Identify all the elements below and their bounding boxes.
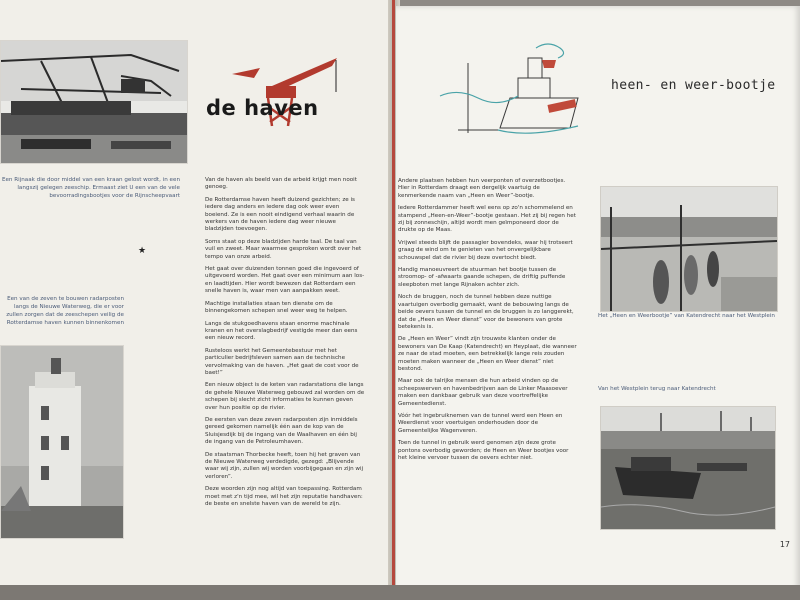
radar-tower-image [1,346,123,538]
ferry-dock-photo [600,186,778,312]
right-article-column [398,178,578,467]
left-paragraph: Rusteloos werkt het Gemeentebestuur met het particulier bedrijfsleven samen aan de technische vervolmaking van de haven. „Het gaat de cost voor de baet!” [205,347,359,376]
left-paragraph: Machtige installaties staan ten dienste om de binnengekomen schepen snel weer weg te helpen. [205,300,348,315]
ferry-boat-photo [600,406,776,530]
crane-photo-image [1,41,187,163]
ferry-boat-image [601,407,775,529]
radar-photo-caption: Een van de zeven te bouwen radarposten langs de Nieuwe Waterweg, die er voor zullen zorgen dat de zeeschepen veilig de Rotterdamse haven kunnen binnenkomen [6,296,124,326]
left-paragraph: Een nieuw object is de keten van radarstations die langs de gehele Nieuwe Waterweg gebouwd zal worden om de schepen bij slecht zicht informaties te kunnen geven over hun positie op de rivier. [205,382,365,411]
left-paragraph: Deze woorden zijn nog altijd van toepassing. Rotterdam moet met z'n tijd mee, wil het zijn reputatie handhaven: de beste en snelste haven van de wereld te zijn. [205,486,363,508]
left-paragraph: De Rotterdamse haven heeft duizend gezichten; ze is iedere dag anders en iedere dag ook weer even boeiend. Ze is een nooit eindigend verhaal waarin de werkers van de haven iedere dag weer nieuwe bladzijden toevoegen. [205,196,355,233]
right-paragraph: Handig manoeuvreert de stuurman het bootje tussen de stroomop- of -afwaarts gaande schepen, de driftig puffende sleepboten met lange Rijnaken achter zich. [398,267,566,288]
left-paragraph: De eersten van deze zeven radarposten zijn inmiddels gereed gekomen namelijk één aan de kop van de Sluisjesdijk bij de ingang van de Waalhaven en één bij de ingang van de Petroleumhaven. [205,416,358,446]
ferry-dock-image [601,187,777,311]
table-surface [0,585,800,600]
right-page-title: heen- en weer-bootje [611,78,776,93]
right-paragraph: De „Heen en Weer” vindt zijn trouwste klanten onder de bewoners van De Kaap (Katendrecht) en Heyplaat, die wanneer ze naar de stad moeten, een betrekkelijk lange reis zouden moeten maken wanneer de „Heen en Weer dienst” niet bestond. [398,336,577,372]
page-number: 17 [779,540,790,549]
left-paragraph: Het gaat over duizenden tonnen goed die ingevoerd of uitgevoerd worden. Het gaat over een minimum aan los- en laadtijden. Hier wordt bewezen dat Rotterdam een snelle haven is, waar men van aanpakken weet. [205,266,365,295]
right-paragraph: Toen de tunnel in gebruik werd genomen zijn deze grote pontons overbodig geworden; de Heen en Weer bootjes voor het kleine vervoer tussen de oevers echter niet. [398,440,569,461]
right-paragraph: Noch de bruggen, noch de tunnel hebben deze nuttige vaartuigen overbodig gemaakt, want de bebouwing langs de beide oevers tussen de tunnel en de bruggen is zo langgerekt, dat de „Heen en Weer dienst” voor de bewoners van grote betekenis is. [398,294,574,330]
left-paragraph: Soms staat op deze bladzijden harde taal. De taal van vuil en zweet. Maar waarmee gesproken wordt over het tempo van onze arbeid. [205,238,362,260]
left-page-title: de haven [206,96,319,120]
ferry-dock-caption: Het „Heen en Weerbootje” van Katendrecht naar het Westplein [598,313,775,319]
left-paragraph: Langs de stukgoedhavens staan enorme machinale kranen en het overslagbedrijf vestigde meer dan eens een nieuw record. [205,320,358,342]
book-spine-edge [392,0,395,595]
right-paragraph: Vrijwel steeds blijft de passagier bovendeks, waar hij trotseert graag de wind om te genieten van het onvergelijkbare schouwspel dat de rivier bij deze overtocht biedt. [398,239,573,261]
radar-tower-photo [0,345,124,539]
right-paragraph: Maar ook de talrijke mensen die hun arbeid vinden op de scheepswerven en havenbedrijven aan de Linker Maasoever maken een dankbaar gebruik van deze voortreffelijke Gemeentedienst. [398,378,568,407]
crane-photo [0,40,188,164]
right-paragraph: Iedere Rotterdammer heeft wel eens op zo'n schommelend en stampend „Heen-en-Weer”-bootje gestaan. Het zij bij regen het zij bij zonneschijn, altijd wordt men geïmponeerd door de drukte op de Maas. [398,205,576,234]
right-paragraph: Vóór het ingebruiknemen van de tunnel werd een Heen en Weerdienst voor voertuigen onderhouden door de Gemeentelijke Wagenveren. [398,412,563,434]
crane-photo-caption: Een Rijnaak die door middel van een kraan gelost wordt, in een langszij gelegen zeeschip. Ermaast ziet U een van de vele bevoorradingsbootjes voor de Rijnscheepvaart [1,177,180,199]
left-paragraph: De staatsman Thorbecke heeft, toen hij het graven van de Nieuwe Waterweg verdedigde, gezegd: „Blijvende waar wij zijn, zullen wij worden voorbijgegaan en zijn wij verloren”. [205,451,364,480]
right-paragraph: Andere plaatsen hebben hun veerponten of overzetbootjes. Hier in Rotterdam draagt een dergelijk vaartuig de kenmerkende naam van „Heen en Weer”-bootje. [398,178,566,199]
tugboat-sketch-illustration [438,38,588,140]
ferry-boat-caption: Van het Westplein terug naar Katendrecht [598,386,716,392]
left-article-column [205,177,365,513]
left-paragraph: Van de haven als beeld van de arbeid krijgt men nooit genoeg. [205,177,357,191]
star-ornament: ★ [138,246,147,256]
